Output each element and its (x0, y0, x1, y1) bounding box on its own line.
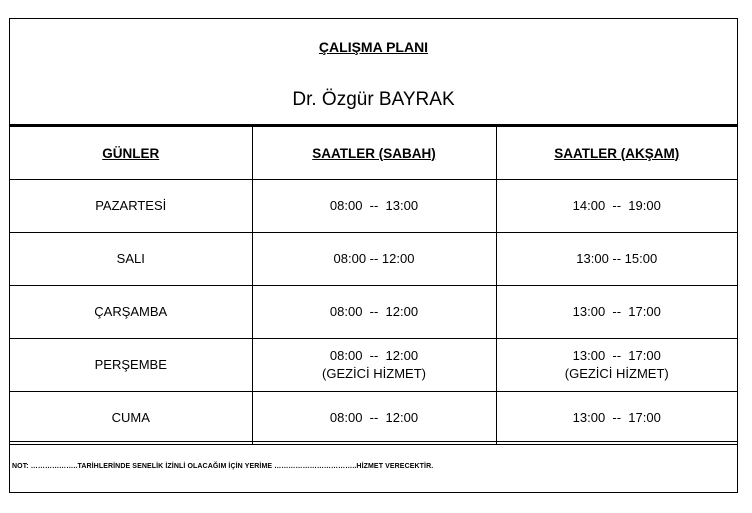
evening-cell: 13:00 -- 17:00 (496, 286, 737, 339)
header-row (10, 127, 737, 180)
evening-cell (496, 339, 737, 392)
evening-cell: 13:00 -- 15:00 (496, 233, 737, 286)
table-row (10, 339, 737, 392)
evening-time: 13:00 -- 17:00 (572, 348, 661, 363)
morning-cell (252, 339, 496, 392)
evening-header: SAATLER (AKŞAM) (496, 127, 737, 180)
work-schedule-sheet (9, 18, 738, 493)
evening-note: (GEZİCİ HİZMET) (564, 366, 669, 381)
schedule-table (10, 126, 737, 445)
evening-cell: 13:00 -- 17:00 (496, 392, 737, 445)
note-row (10, 441, 737, 494)
morning-cell: 08:00 -- 12:00 (252, 233, 496, 286)
day-cell: SALI (10, 233, 252, 286)
doctor-name: Dr. Özgür BAYRAK (292, 89, 455, 110)
morning-time: 08:00 -- 12:00 (329, 348, 419, 363)
morning-header: SAATLER (SABAH) (252, 127, 496, 180)
morning-cell: 08:00 -- 12:00 (252, 286, 496, 339)
morning-cell: 08:00 -- 13:00 (252, 180, 496, 233)
table-row (10, 233, 737, 286)
evening-cell: 14:00 -- 19:00 (496, 180, 737, 233)
table-row (10, 286, 737, 339)
title-block (10, 19, 737, 126)
days-header: GÜNLER (10, 127, 252, 180)
day-cell: ÇARŞAMBA (10, 286, 252, 339)
day-cell: CUMA (10, 392, 252, 445)
day-cell: PAZARTESİ (10, 180, 252, 233)
morning-cell: 08:00 -- 12:00 (252, 392, 496, 445)
note-text: NOT: ………………..TARİHLERİNDE SENELİK İZİNLİ OLACAĞIM İÇİN YERİME ……………………………..HİZMET VERECEKTİR. (12, 463, 434, 470)
morning-note: (GEZİCİ HİZMET) (322, 366, 426, 381)
plan-title: ÇALIŞMA PLANI (318, 39, 429, 55)
table-row (10, 392, 737, 445)
table-row (10, 180, 737, 233)
day-cell: PERŞEMBE (10, 339, 252, 392)
